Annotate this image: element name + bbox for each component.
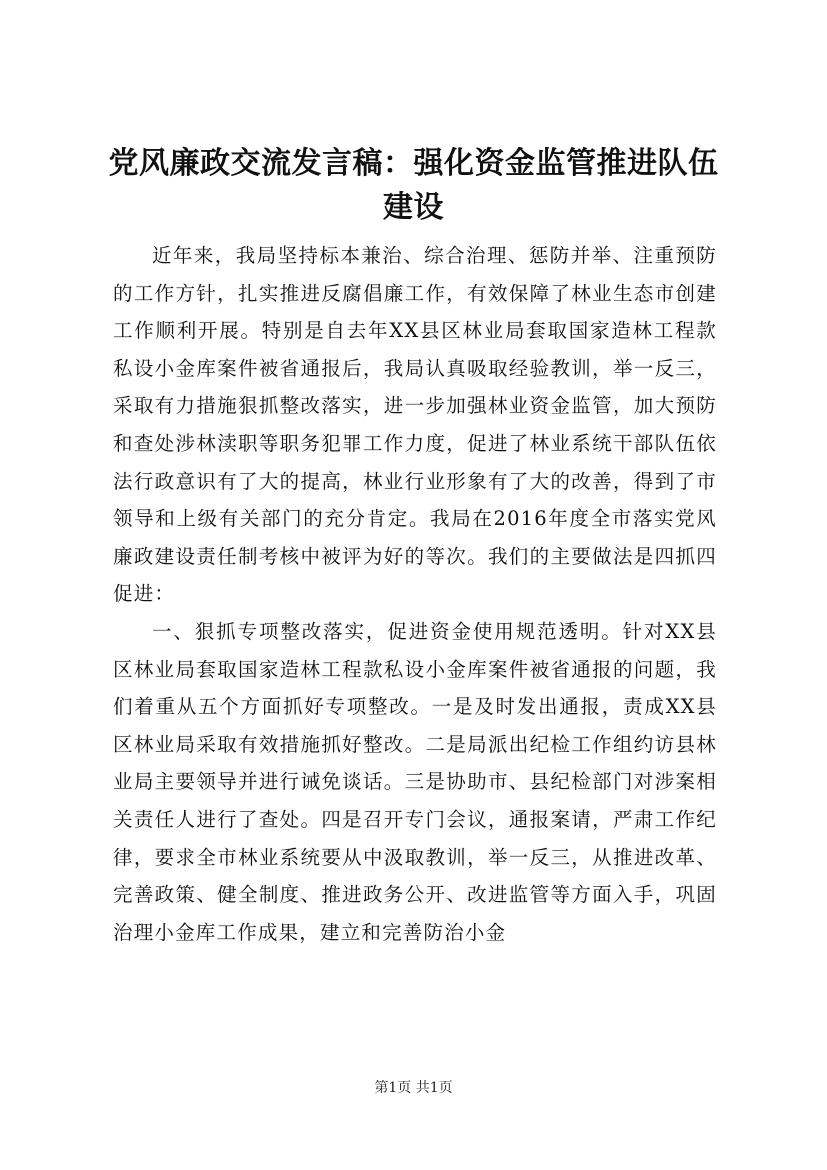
paragraph-intro: 近年来，我局坚持标本兼治、综合治理、惩防并举、注重预防的工作方针，扎实推进反腐倡廉工作，有效保障了林业生态市创建工作顺利开展。特别是自去年XX县区林业局套取国家造林工程款私设小金库案件被省通报后，我局认真吸取经验教训，举一反三，采取有力措施狠抓整改落实，进一步加强林业资金监管，加大预防和查处涉林渎职等职务犯罪工作力度，促进了林业系统干部队伍依法行政意识有了大的提高，林业行业形象有了大的改善，得到了市领导和上级有关部门的充分肯定。我局在2016年度全市落实党风廉政建设责任制考核中被评为好的等次。我们的主要做法是四抓四促进： — [113, 244, 717, 606]
paragraph-section-one: 一、狠抓专项整改落实，促进资金使用规范透明。针对XX县区林业局套取国家造林工程款私设小金库案件被省通报的问题，我们着重从五个方面抓好专项整改。一是及时发出通报，责成XX县区林业局采取有效措施抓好整改。二是局派出纪检工作组约访县林业局主要领导并进行诫免谈话。三是协助市、县纪检部门对涉案相关责任人进行了查处。四是召开专门会议，通报案请，严肃工作纪律，要求全市林业系统要从中汲取教训，举一反三，从推进改革、完善政策、健全制度、推进政务公开、改进监管等方面入手，巩固治理小金库工作成果，建立和完善防治小金 — [113, 619, 717, 944]
page-number-footer: 第1页 共1页 — [374, 1080, 453, 1096]
document-title: 党风廉政交流发言稿：强化资金监管推进队伍建设 — [108, 146, 719, 225]
document-body — [113, 237, 717, 951]
